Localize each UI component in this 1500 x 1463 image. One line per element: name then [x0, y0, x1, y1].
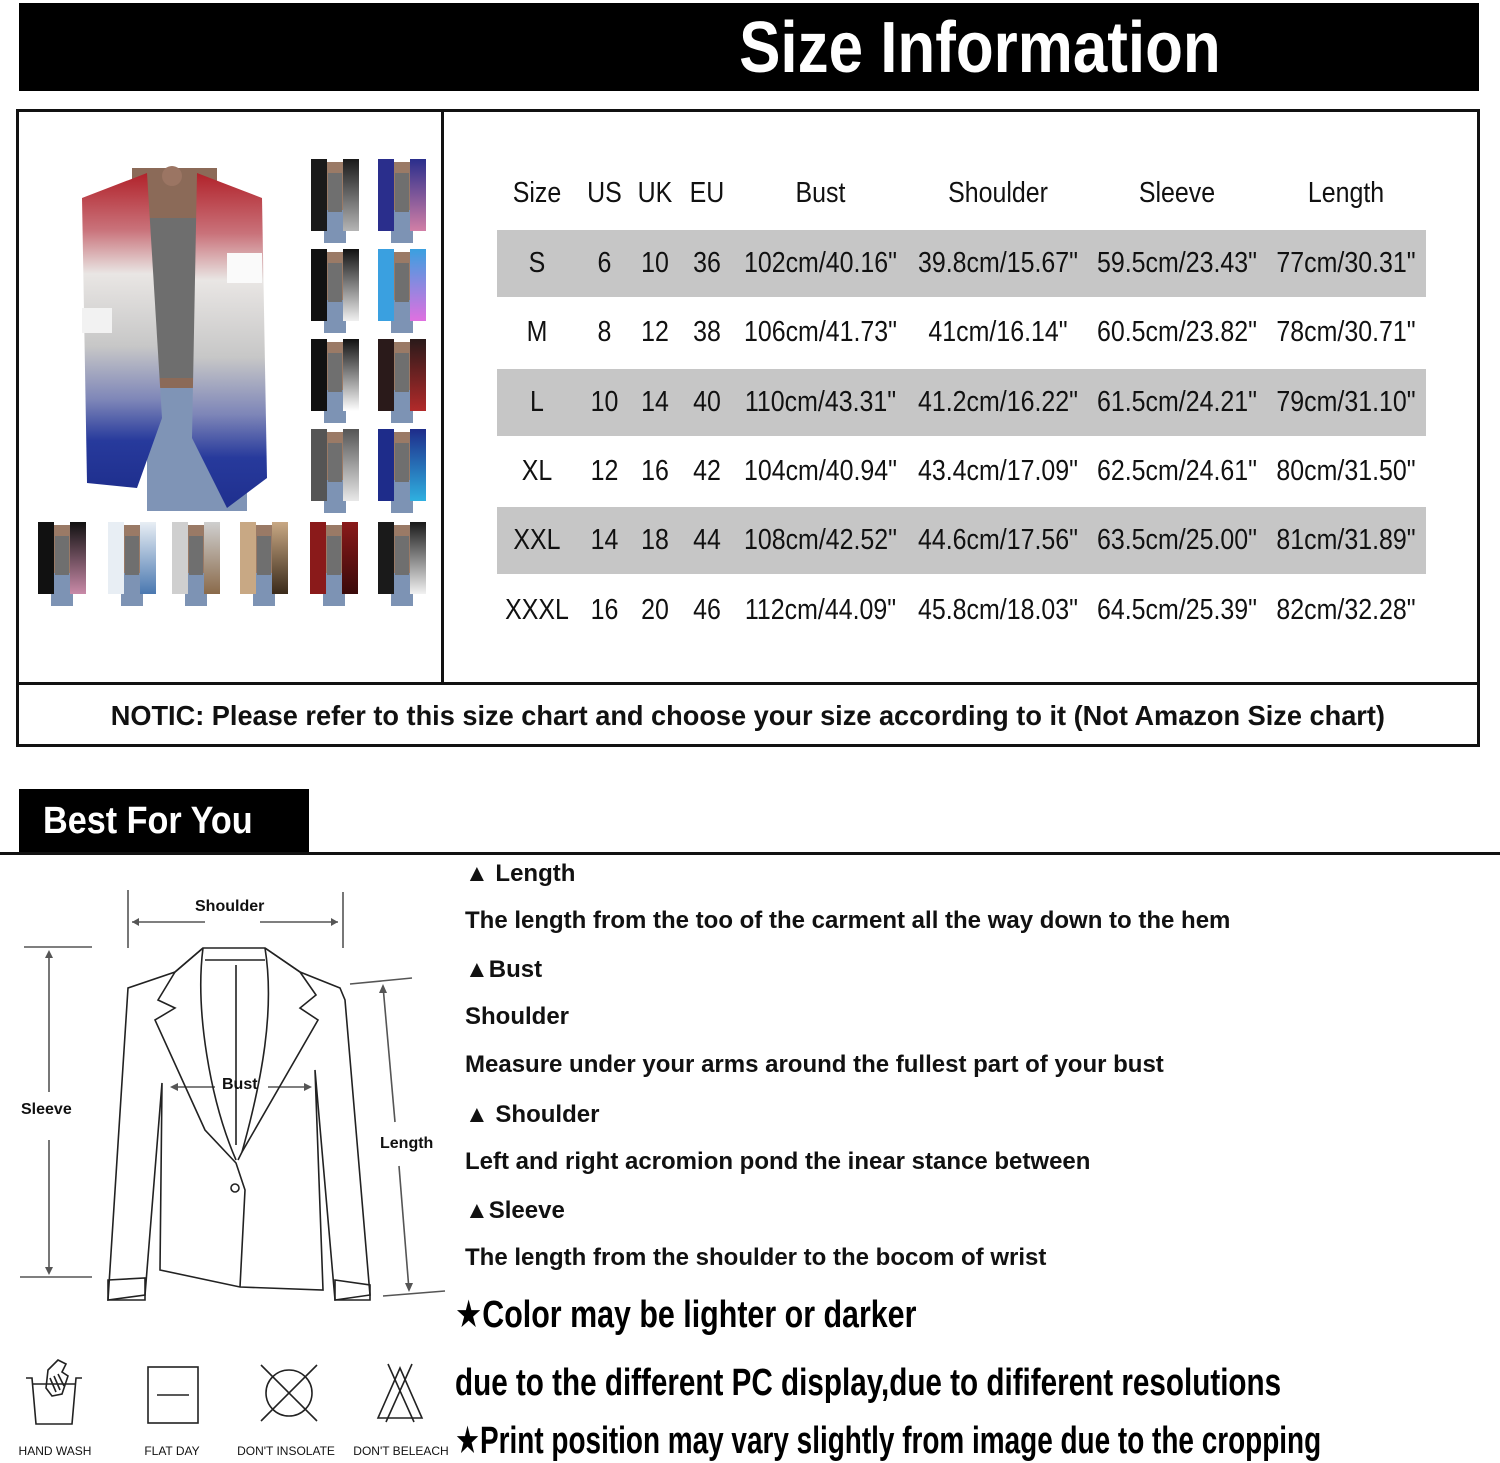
care-label-dont-insolate: DON'T INSOLATE: [237, 1444, 335, 1458]
page-title: Size Information: [739, 8, 1221, 88]
column-header-uk: UK: [637, 177, 673, 209]
variant-thumbnail[interactable]: [378, 518, 426, 606]
diagram-label-bust: Bust: [222, 1076, 258, 1093]
cell-bust: 112cm/44.09": [744, 593, 897, 626]
note-print-position: ★Print position may vary slightly from image due to the cropping: [455, 1420, 1322, 1462]
cell-shoulder: 44.6cm/17.56": [918, 524, 1078, 557]
variant-thumbnail[interactable]: [38, 518, 86, 606]
measure-text-length: The length from the too of the carment all the way down to the hem: [465, 907, 1231, 934]
table-row: [497, 230, 1426, 297]
cell-bust: 104cm/40.94": [743, 454, 898, 487]
cell-size: XXXL: [505, 593, 569, 626]
header-banner: [19, 3, 1479, 91]
diagram-label-shoulder: Shoulder: [195, 898, 265, 915]
measure-heading-bust: ▲Bust: [465, 956, 543, 983]
cell-sleeve: 63.5cm/25.00": [1097, 524, 1257, 557]
cell-uk: 14: [641, 385, 669, 418]
column-header-eu: EU: [689, 177, 725, 209]
note-display: due to the different PC display,due to dififerent resolutions: [455, 1362, 1282, 1404]
cell-shoulder: 41cm/16.14": [928, 316, 1068, 349]
cell-length: 78cm/30.71": [1276, 316, 1416, 349]
column-header-length: Length: [1307, 177, 1385, 209]
cell-eu: 44: [693, 524, 721, 557]
column-header-sleeve: Sleeve: [1138, 177, 1216, 209]
care-instructions: [0, 1350, 460, 1463]
measure-text-bust-2: Measure under your arms around the fullest part of your bust: [465, 1051, 1164, 1078]
measure-text-sleeve: The length from the shoulder to the bocom of wrist: [465, 1244, 1047, 1271]
do-not-sun-dry-icon: [258, 1362, 320, 1424]
cell-uk: 10: [641, 247, 669, 279]
divider: [441, 109, 444, 684]
cell-length: 80cm/31.50": [1276, 454, 1416, 487]
cell-uk: 20: [641, 593, 669, 626]
cell-us: 14: [590, 524, 619, 557]
cell-us: 8: [597, 316, 612, 349]
variant-thumbnail[interactable]: [311, 155, 359, 243]
variant-thumbnail[interactable]: [378, 425, 426, 513]
cell-length: 77cm/30.31": [1276, 247, 1416, 279]
cell-uk: 18: [641, 524, 669, 557]
cell-sleeve: 61.5cm/24.21": [1097, 385, 1257, 418]
cell-uk: 12: [641, 316, 669, 349]
do-not-bleach-icon: [374, 1362, 426, 1424]
table-header-row: [497, 160, 1426, 227]
care-label-dont-bleach: DON'T BELEACH: [353, 1444, 449, 1458]
care-label-flat-dry: FLAT DAY: [144, 1444, 200, 1458]
hand-wash-icon: [22, 1358, 86, 1428]
care-label-hand-wash: HAND WASH: [18, 1444, 92, 1458]
variant-thumbnail[interactable]: [310, 518, 358, 606]
table-row: [497, 369, 1426, 436]
variant-thumbnail[interactable]: [311, 245, 359, 333]
cell-bust: 110cm/43.31": [744, 385, 897, 418]
note-color: ★Color may be lighter or darker: [455, 1294, 917, 1336]
variant-thumbnail[interactable]: [311, 335, 359, 423]
variant-thumbnail[interactable]: [378, 155, 426, 243]
cell-eu: 36: [693, 247, 721, 279]
best-for-you-heading: Best For You: [19, 789, 309, 853]
variant-thumbnail[interactable]: [108, 518, 156, 606]
cell-size: L: [530, 385, 544, 418]
column-header-bust: Bust: [795, 177, 846, 209]
cell-bust: 108cm/42.52": [743, 524, 898, 557]
cell-sleeve: 62.5cm/24.61": [1097, 454, 1257, 487]
table-row: [497, 507, 1426, 574]
measure-heading-shoulder: ▲ Shoulder: [465, 1101, 600, 1128]
cell-length: 82cm/32.28": [1276, 593, 1416, 626]
size-chart-notice: NOTIC: Please refer to this size chart and choose your size according to it (Not Amazon Size chart): [110, 700, 1386, 731]
cell-size: M: [526, 316, 548, 349]
variant-thumbnail[interactable]: [378, 245, 426, 333]
cell-bust: 102cm/40.16": [743, 247, 898, 279]
measure-text-shoulder: Left and right acromion pond the inear stance between: [465, 1148, 1091, 1175]
flat-dry-icon: [145, 1364, 201, 1426]
cell-size: XL: [521, 454, 553, 487]
variant-thumbnail[interactable]: [240, 518, 288, 606]
cell-us: 16: [590, 593, 619, 626]
measurement-diagram: [0, 860, 460, 1320]
variant-thumbnail[interactable]: [311, 425, 359, 513]
diagram-label-length: Length: [380, 1135, 434, 1152]
cell-eu: 40: [693, 385, 721, 418]
column-header-us: US: [587, 177, 622, 209]
diagram-label-sleeve: Sleeve: [21, 1101, 72, 1118]
cell-length: 79cm/31.10": [1276, 385, 1416, 418]
blazer-splash-print-image: [77, 158, 269, 511]
cell-shoulder: 41.2cm/16.22": [918, 385, 1078, 418]
cell-us: 6: [597, 247, 612, 279]
cell-shoulder: 43.4cm/17.09": [918, 454, 1078, 487]
cell-eu: 42: [693, 454, 721, 487]
table-row: [497, 577, 1426, 644]
product-gallery: [20, 115, 440, 615]
cell-size: XXL: [513, 524, 561, 557]
cell-bust: 106cm/41.73": [743, 316, 898, 349]
cell-shoulder: 39.8cm/15.67": [918, 247, 1078, 279]
main-product-photo: [77, 158, 269, 511]
cell-us: 10: [590, 385, 619, 418]
cell-uk: 16: [641, 454, 669, 487]
variant-thumbnail[interactable]: [172, 518, 220, 606]
table-row: [497, 299, 1426, 366]
measure-heading-sleeve: ▲Sleeve: [465, 1197, 565, 1224]
cell-eu: 38: [693, 316, 721, 349]
cell-length: 81cm/31.89": [1276, 524, 1416, 557]
size-table: [497, 160, 1426, 650]
column-header-shoulder: Shoulder: [948, 177, 1048, 209]
cell-size: S: [528, 247, 546, 279]
variant-thumbnail[interactable]: [378, 335, 426, 423]
cell-shoulder: 45.8cm/18.03": [918, 593, 1078, 626]
cell-sleeve: 59.5cm/23.43": [1097, 247, 1257, 279]
cell-sleeve: 60.5cm/23.82": [1097, 316, 1257, 349]
cell-eu: 46: [693, 593, 721, 626]
measure-heading-length: ▲ Length: [465, 860, 576, 887]
cell-sleeve: 64.5cm/25.39": [1097, 593, 1257, 626]
divider: [0, 852, 1500, 855]
table-row: [497, 438, 1426, 505]
cell-us: 12: [590, 454, 619, 487]
measure-text-bust-1: Shoulder: [465, 1003, 570, 1030]
column-header-size: Size: [512, 177, 562, 209]
